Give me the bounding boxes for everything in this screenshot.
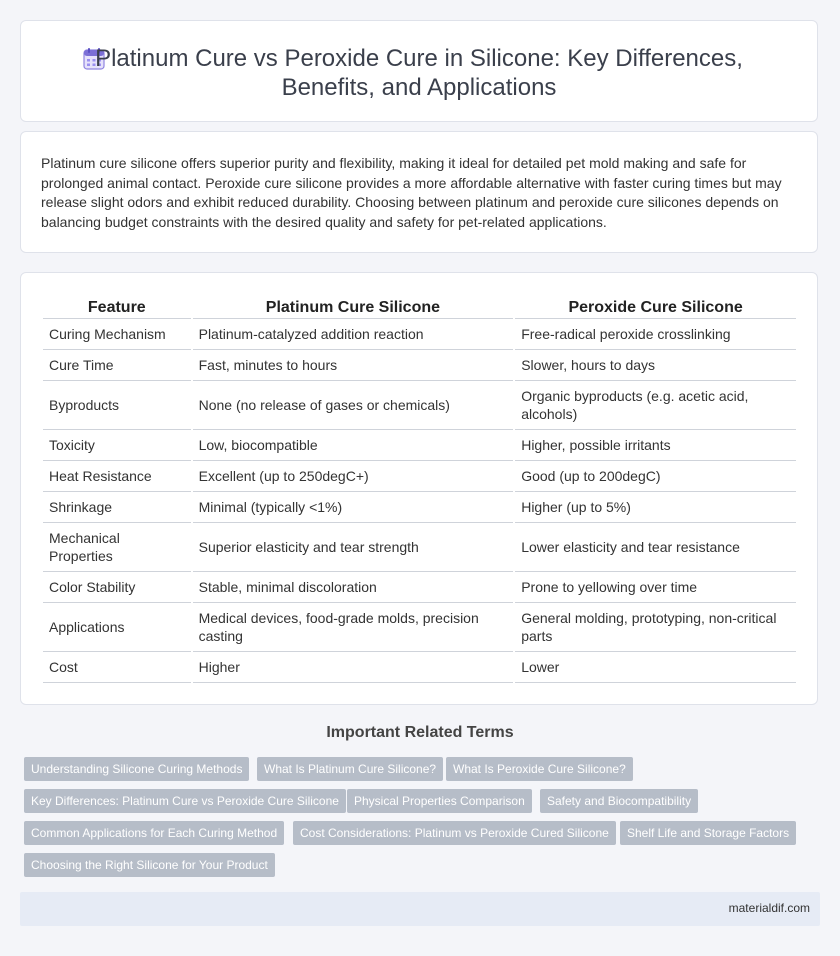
- row-feature: Color Stability: [43, 572, 191, 603]
- header-feature: Feature: [43, 295, 191, 319]
- table-row: [43, 461, 796, 492]
- comparison-table: [41, 295, 798, 683]
- related-tag[interactable]: Understanding Silicone Curing Methods: [24, 757, 249, 781]
- related-tag[interactable]: Cost Considerations: Platinum vs Peroxide Cured Silicone: [293, 821, 616, 845]
- related-tag[interactable]: Common Applications for Each Curing Method: [24, 821, 284, 845]
- row-peroxide: Higher, possible irritants: [515, 430, 796, 461]
- row-feature: Cost: [43, 652, 191, 683]
- related-tag[interactable]: Key Differences: Platinum Cure vs Peroxide Cure Silicone: [24, 789, 346, 813]
- related-tag[interactable]: What Is Peroxide Cure Silicone?: [446, 757, 633, 781]
- intro-paragraph: Platinum cure silicone offers superior purity and flexibility, making it ideal for detailed pet mold making and safe for prolonged animal contact. Peroxide cure silicone provides a more affordable alternative with faster curing times but may release slight odors and exhibit reduced durability. Choosing between platinum and peroxide cure silicones depends on balancing budget constraints with the desired quality and safety for pet-related applications.: [41, 155, 782, 230]
- row-peroxide: Good (up to 200degC): [515, 461, 796, 492]
- row-peroxide: Prone to yellowing over time: [515, 572, 796, 603]
- row-feature: Mechanical Properties: [43, 523, 191, 572]
- header-peroxide: Peroxide Cure Silicone: [515, 295, 796, 319]
- row-peroxide: Higher (up to 5%): [515, 492, 796, 523]
- table-row: [43, 381, 796, 430]
- row-feature: Shrinkage: [43, 492, 191, 523]
- related-tag[interactable]: Shelf Life and Storage Factors: [620, 821, 796, 845]
- row-platinum: Platinum-catalyzed addition reaction: [193, 319, 514, 350]
- footer: [20, 892, 820, 926]
- row-platinum: Higher: [193, 652, 514, 683]
- row-platinum: None (no release of gases or chemicals): [193, 381, 514, 430]
- row-platinum: Excellent (up to 250degC+): [193, 461, 514, 492]
- header-platinum: Platinum Cure Silicone: [193, 295, 514, 319]
- table-row: [43, 523, 796, 572]
- row-platinum: Superior elasticity and tear strength: [193, 523, 514, 572]
- row-feature: Heat Resistance: [43, 461, 191, 492]
- related-tag[interactable]: Safety and Biocompatibility: [540, 789, 698, 813]
- table-row: [43, 572, 796, 603]
- row-feature: Cure Time: [43, 350, 191, 381]
- row-peroxide: Free-radical peroxide crosslinking: [515, 319, 796, 350]
- row-peroxide: Slower, hours to days: [515, 350, 796, 381]
- page-title: Platinum Cure vs Peroxide Cure in Silicone: Key Differences, Benefits, and Applications: [95, 45, 743, 101]
- table-row: [43, 350, 796, 381]
- title-card: [20, 20, 818, 122]
- row-platinum: Minimal (typically <1%): [193, 492, 514, 523]
- comparison-table-card: [20, 272, 818, 705]
- table-row: [43, 652, 796, 683]
- table-row: [43, 603, 796, 652]
- related-tag[interactable]: Choosing the Right Silicone for Your Product: [24, 853, 275, 877]
- row-platinum: Stable, minimal discoloration: [193, 572, 514, 603]
- row-peroxide: Lower elasticity and tear resistance: [515, 523, 796, 572]
- related-tag[interactable]: Physical Properties Comparison: [347, 789, 532, 813]
- table-header-row: [43, 295, 796, 319]
- row-feature: Curing Mechanism: [43, 319, 191, 350]
- related-tag[interactable]: What Is Platinum Cure Silicone?: [257, 757, 443, 781]
- row-feature: Applications: [43, 603, 191, 652]
- table-row: [43, 430, 796, 461]
- related-terms-title: Important Related Terms: [326, 724, 514, 741]
- row-peroxide: General molding, prototyping, non-critical parts: [515, 603, 796, 652]
- site-name[interactable]: materialdif.com: [728, 901, 810, 915]
- row-platinum: Fast, minutes to hours: [193, 350, 514, 381]
- row-platinum: Low, biocompatible: [193, 430, 514, 461]
- row-peroxide: Organic byproducts (e.g. acetic acid, alcohols): [515, 381, 796, 430]
- row-peroxide: Lower: [515, 652, 796, 683]
- row-feature: Toxicity: [43, 430, 191, 461]
- table-row: [43, 319, 796, 350]
- row-feature: Byproducts: [43, 381, 191, 430]
- row-platinum: Medical devices, food-grade molds, precision casting: [193, 603, 514, 652]
- table-row: [43, 492, 796, 523]
- intro-card: [20, 131, 818, 253]
